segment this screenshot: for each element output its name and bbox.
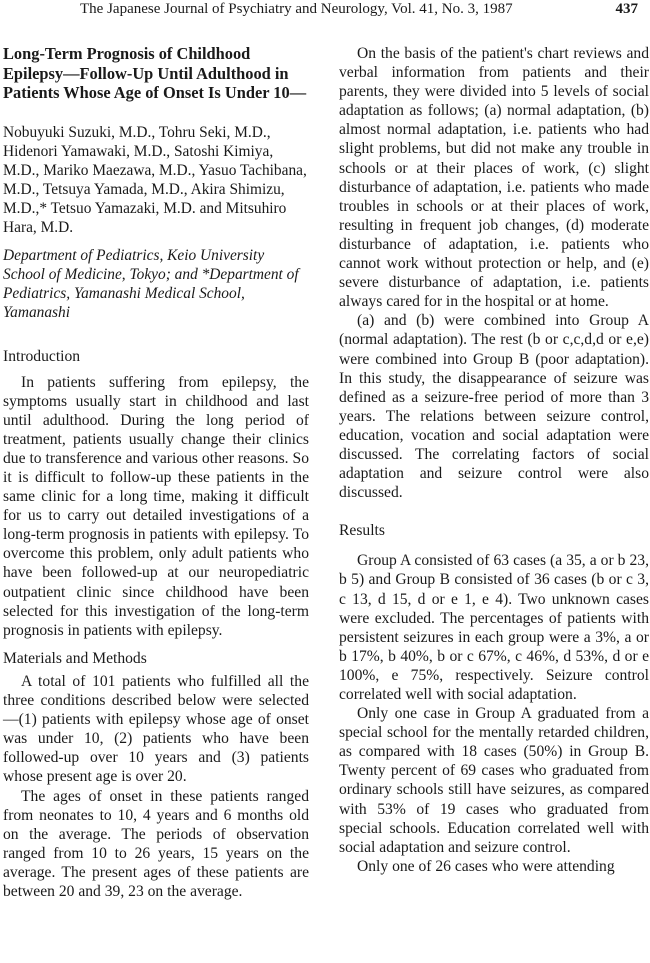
results-paragraph-1: Group A consisted of 63 cases (a 35, a or b 23, b 5) and Group B consisted of 36 cases (b or c 3, c 13, d 15, d or e 1, e 4). Two unknown cases were excluded. The percentages of patients with persistent seizures in each group were a 3%, a or b 17%, b 40%, b or c 67%, c 46%, d 53%, d or e 100%, e 75%, respectively. Seizure control correlated well with social adaptation. xyxy=(339,552,649,703)
article-title: Long-Term Prognosis of Childhood Epilepsy—Follow-Up Until Adulthood in Patients Whose Age of Onset Is Under 10— xyxy=(3,44,307,102)
left-column xyxy=(3,44,309,901)
methods-paragraph-3: On the basis of the patient's chart reviews and verbal information from patients and their parents, they were divided into 5 levels of social adaptation as follows; (a) normal adaptation, (b) almost normal adaptation, i.e. patients who had slight problems, but did not make any trouble in schools or at their places of work, (c) slight disturbance of adaptation, i.e. patients who made troubles in schools or at their places of work, resulting in frequent job changes, (d) moderate disturbance of adaptation, i.e. patients who cannot work without protection or help, and (e) severe disturbance of adaptation, i.e. patients always cared for in the hospital or at home. xyxy=(339,45,649,311)
methods-paragraph-2: The ages of onset in these patients ranged from neonates to 10, 4 years and 6 months old on the average. The periods of observation ranged from 10 to 26 years, 15 years on the average. The present ages of these patients are between 20 and 39, 23 on the average. xyxy=(3,787,309,900)
right-column xyxy=(339,44,649,876)
page-number: 437 xyxy=(615,1,638,17)
results-paragraph-3: Only one of 26 cases who were attending xyxy=(357,857,615,875)
section-heading-results: Results xyxy=(339,522,385,540)
section-heading-introduction: Introduction xyxy=(3,348,81,366)
introduction-paragraph: In patients suffering from epilepsy, the symptoms usually start in childhood and last until adulthood. During the long period of treatment, patients usually change their clinics due to transference and various other reasons. So it is difficult to follow-up these patients in the same clinic for a long time, making it difficult for us to carry out detailed investigations of a long-term prognosis in patients with epilepsy. To overcome this problem, only adult patients who have been followed-up at our neuropediatric outpatient clinic since childhood have been selected for this investigation of the long-term prognosis in patients with epilepsy. xyxy=(3,373,309,639)
journal-citation: The Japanese Journal of Psychiatry and Neurology, Vol. 41, No. 3, 1987 xyxy=(80,1,513,17)
methods-paragraph-4: (a) and (b) were combined into Group A (normal adaptation). The rest (b or c,c,d,d or e,e) were combined into Group B (poor adaptation). In this study, the disappearance of seizure was defined as a seizure-free period of more than 3 years. The relations between seizure control, education, vocation and social adaptation were discussed. The correlating factors of social adaptation and seizure control were also discussed. xyxy=(339,312,649,502)
running-head xyxy=(0,0,650,22)
results-paragraph-2: Only one case in Group A graduated from a special school for the mentally retarded children, as compared with 18 cases (50%) in Group B. Twenty percent of 69 cases who graduated from ordinary schools still have seizures, as compared with 53% of 19 cases who graduated from special schools. Education correlated well with social adaptation and seizure control. xyxy=(339,705,649,856)
section-heading-methods: Materials and Methods xyxy=(3,649,147,667)
methods-paragraph-1: A total of 101 patients who fulfilled all the three conditions described below were selected—(1) patients with epilepsy whose age of onset was under 10, (2) patients who have been followed-up over 10 years and (3) patients whose present age is over 20. xyxy=(3,672,309,786)
affiliation: Department of Pediatrics, Keio University School of Medicine, Tokyo; and *Department of Pediatrics, Yamanashi Medical School, Yamanashi xyxy=(3,247,299,322)
author-list: Nobuyuki Suzuki, M.D., Tohru Seki, M.D., Hidenori Yamawaki, M.D., Satoshi Kimiya, M.D., Mariko Maezawa, M.D., Yasuo Tachibana, M.D., Tetsuya Yamada, M.D., Akira Shimizu, M.D.,* Tetsuo Yamazaki, M.D. and Mitsuhiro Hara, M.D. xyxy=(3,123,307,236)
